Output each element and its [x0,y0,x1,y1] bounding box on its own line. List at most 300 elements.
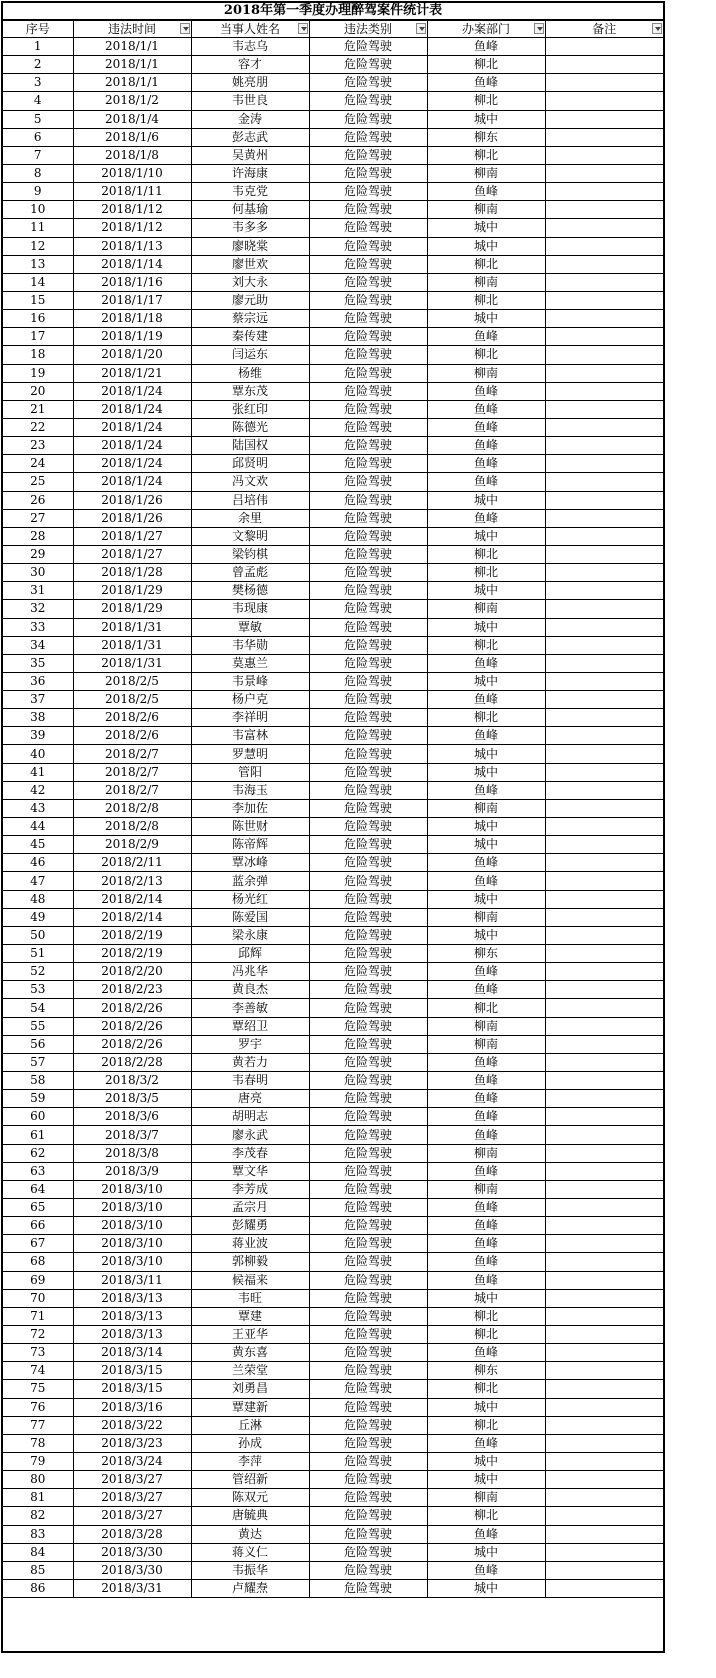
cell-remark[interactable] [545,1325,663,1343]
cell-name[interactable]: 冯文欢 [191,473,309,491]
cell-name[interactable]: 蒋业波 [191,1235,309,1253]
cell-category[interactable]: 危险驾驶 [309,328,427,346]
cell-category[interactable]: 危险驾驶 [309,400,427,418]
cell-date[interactable]: 2018/2/28 [73,1053,191,1071]
cell-remark[interactable] [545,491,663,509]
cell-category[interactable]: 危险驾驶 [309,999,427,1017]
cell-remark[interactable] [545,1289,663,1307]
cell-date[interactable]: 2018/3/30 [73,1543,191,1561]
cell-department[interactable]: 鱼峰 [427,727,545,745]
cell-remark[interactable] [545,237,663,255]
cell-department[interactable]: 城中 [427,926,545,944]
cell-remark[interactable] [545,328,663,346]
cell-date[interactable]: 2018/1/26 [73,491,191,509]
cell-seq[interactable]: 39 [3,727,73,745]
cell-name[interactable]: 何基瑜 [191,201,309,219]
cell-department[interactable]: 柳南 [427,1035,545,1053]
cell-category[interactable]: 危险驾驶 [309,781,427,799]
cell-name[interactable]: 韦现康 [191,600,309,618]
cell-name[interactable]: 罗慧明 [191,745,309,763]
cell-date[interactable]: 2018/3/10 [73,1180,191,1198]
cell-department[interactable]: 城中 [427,1471,545,1489]
cell-date[interactable]: 2018/3/27 [73,1471,191,1489]
cell-remark[interactable] [545,509,663,527]
cell-name[interactable]: 覃冰峰 [191,854,309,872]
cell-date[interactable]: 2018/3/9 [73,1162,191,1180]
cell-remark[interactable] [545,672,663,690]
cell-remark[interactable] [545,908,663,926]
cell-date[interactable]: 2018/3/22 [73,1416,191,1434]
cell-date[interactable]: 2018/1/24 [73,382,191,400]
cell-date[interactable]: 2018/2/7 [73,781,191,799]
cell-date[interactable]: 2018/3/2 [73,1072,191,1090]
cell-category[interactable]: 危险驾驶 [309,1144,427,1162]
cell-department[interactable]: 柳南 [427,273,545,291]
cell-name[interactable]: 李茂春 [191,1144,309,1162]
cell-seq[interactable]: 71 [3,1307,73,1325]
cell-date[interactable]: 2018/3/24 [73,1452,191,1470]
cell-seq[interactable]: 42 [3,781,73,799]
filter-dropdown-icon[interactable] [298,23,308,34]
cell-category[interactable]: 危险驾驶 [309,1035,427,1053]
cell-seq[interactable]: 27 [3,509,73,527]
cell-remark[interactable] [545,455,663,473]
cell-date[interactable]: 2018/2/6 [73,727,191,745]
cell-category[interactable]: 危险驾驶 [309,763,427,781]
cell-date[interactable]: 2018/2/9 [73,836,191,854]
cell-department[interactable]: 柳北 [427,1416,545,1434]
cell-remark[interactable] [545,146,663,164]
cell-seq[interactable]: 34 [3,636,73,654]
filter-dropdown-icon[interactable] [180,23,190,34]
cell-category[interactable]: 危险驾驶 [309,1416,427,1434]
cell-seq[interactable]: 56 [3,1035,73,1053]
cell-category[interactable]: 危险驾驶 [309,799,427,817]
cell-remark[interactable] [545,636,663,654]
cell-remark[interactable] [545,128,663,146]
cell-seq[interactable]: 58 [3,1072,73,1090]
cell-name[interactable]: 兰荣堂 [191,1362,309,1380]
cell-date[interactable]: 2018/2/14 [73,908,191,926]
cell-remark[interactable] [545,763,663,781]
cell-remark[interactable] [545,926,663,944]
cell-name[interactable]: 张红印 [191,400,309,418]
cell-category[interactable]: 危险驾驶 [309,418,427,436]
cell-date[interactable]: 2018/1/31 [73,636,191,654]
cell-name[interactable]: 李善敏 [191,999,309,1017]
cell-department[interactable]: 鱼峰 [427,781,545,799]
cell-seq[interactable]: 13 [3,255,73,273]
cell-date[interactable]: 2018/1/29 [73,582,191,600]
cell-seq[interactable]: 57 [3,1053,73,1071]
cell-department[interactable]: 柳北 [427,1307,545,1325]
cell-remark[interactable] [545,255,663,273]
cell-date[interactable]: 2018/3/23 [73,1434,191,1452]
cell-category[interactable]: 危险驾驶 [309,201,427,219]
cell-name[interactable]: 韦景峰 [191,672,309,690]
cell-category[interactable]: 危险驾驶 [309,1199,427,1217]
cell-category[interactable]: 危险驾驶 [309,1362,427,1380]
cell-name[interactable]: 蓝余弹 [191,872,309,890]
cell-category[interactable]: 危险驾驶 [309,1271,427,1289]
cell-remark[interactable] [545,1416,663,1434]
cell-remark[interactable] [545,1434,663,1452]
cell-remark[interactable] [545,600,663,618]
cell-category[interactable]: 危险驾驶 [309,981,427,999]
cell-department[interactable]: 柳北 [427,56,545,74]
cell-date[interactable]: 2018/3/10 [73,1253,191,1271]
cell-name[interactable]: 蔡宗远 [191,310,309,328]
cell-remark[interactable] [545,1344,663,1362]
cell-category[interactable]: 危险驾驶 [309,963,427,981]
cell-category[interactable]: 危险驾驶 [309,1543,427,1561]
cell-seq[interactable]: 77 [3,1416,73,1434]
cell-date[interactable]: 2018/2/26 [73,999,191,1017]
cell-department[interactable]: 柳东 [427,945,545,963]
cell-date[interactable]: 2018/3/15 [73,1362,191,1380]
cell-seq[interactable]: 4 [3,92,73,110]
cell-date[interactable]: 2018/3/14 [73,1344,191,1362]
cell-category[interactable]: 危险驾驶 [309,1344,427,1362]
cell-remark[interactable] [545,1253,663,1271]
cell-department[interactable]: 鱼峰 [427,872,545,890]
cell-date[interactable]: 2018/1/20 [73,346,191,364]
cell-category[interactable]: 危险驾驶 [309,1452,427,1470]
cell-department[interactable]: 鱼峰 [427,1434,545,1452]
cell-remark[interactable] [545,1199,663,1217]
cell-date[interactable]: 2018/1/12 [73,201,191,219]
cell-department[interactable]: 鱼峰 [427,1217,545,1235]
cell-seq[interactable]: 80 [3,1471,73,1489]
cell-date[interactable]: 2018/2/8 [73,799,191,817]
cell-department[interactable]: 鱼峰 [427,1072,545,1090]
cell-name[interactable]: 韦海玉 [191,781,309,799]
cell-date[interactable]: 2018/1/18 [73,310,191,328]
cell-name[interactable]: 陈双元 [191,1489,309,1507]
cell-date[interactable]: 2018/1/8 [73,146,191,164]
cell-category[interactable]: 危险驾驶 [309,455,427,473]
cell-remark[interactable] [545,564,663,582]
cell-date[interactable]: 2018/1/26 [73,509,191,527]
cell-name[interactable]: 秦传建 [191,328,309,346]
cell-date[interactable]: 2018/2/11 [73,854,191,872]
cell-name[interactable]: 梁永康 [191,926,309,944]
cell-seq[interactable]: 23 [3,437,73,455]
cell-seq[interactable]: 49 [3,908,73,926]
cell-category[interactable]: 危险驾驶 [309,128,427,146]
cell-name[interactable]: 胡明志 [191,1108,309,1126]
cell-remark[interactable] [545,201,663,219]
cell-name[interactable]: 李加佐 [191,799,309,817]
cell-date[interactable]: 2018/1/6 [73,128,191,146]
cell-category[interactable]: 危险驾驶 [309,890,427,908]
cell-category[interactable]: 危险驾驶 [309,836,427,854]
cell-remark[interactable] [545,854,663,872]
cell-seq[interactable]: 14 [3,273,73,291]
cell-department[interactable]: 鱼峰 [427,74,545,92]
cell-department[interactable]: 城中 [427,491,545,509]
cell-name[interactable]: 覃文华 [191,1162,309,1180]
cell-remark[interactable] [545,799,663,817]
cell-remark[interactable] [545,1579,663,1597]
cell-name[interactable]: 廖晓棠 [191,237,309,255]
cell-category[interactable]: 危险驾驶 [309,74,427,92]
cell-name[interactable]: 李芳成 [191,1180,309,1198]
cell-department[interactable]: 柳东 [427,1362,545,1380]
cell-remark[interactable] [545,1035,663,1053]
cell-date[interactable]: 2018/3/13 [73,1325,191,1343]
cell-date[interactable]: 2018/1/28 [73,564,191,582]
cell-category[interactable]: 危险驾驶 [309,1434,427,1452]
cell-remark[interactable] [545,1017,663,1035]
cell-remark[interactable] [545,1090,663,1108]
cell-date[interactable]: 2018/1/2 [73,92,191,110]
cell-date[interactable]: 2018/1/17 [73,291,191,309]
cell-remark[interactable] [545,1507,663,1525]
cell-date[interactable]: 2018/1/24 [73,473,191,491]
cell-name[interactable]: 覃绍卫 [191,1017,309,1035]
cell-name[interactable]: 候福来 [191,1271,309,1289]
cell-department[interactable]: 鱼峰 [427,854,545,872]
cell-date[interactable]: 2018/3/10 [73,1235,191,1253]
cell-category[interactable]: 危险驾驶 [309,1489,427,1507]
cell-category[interactable]: 危险驾驶 [309,709,427,727]
cell-name[interactable]: 黄若力 [191,1053,309,1071]
cell-category[interactable]: 危险驾驶 [309,1253,427,1271]
cell-date[interactable]: 2018/1/13 [73,237,191,255]
cell-category[interactable]: 危险驾驶 [309,691,427,709]
cell-remark[interactable] [545,582,663,600]
cell-date[interactable]: 2018/3/10 [73,1199,191,1217]
filter-dropdown-icon[interactable] [416,23,426,34]
cell-remark[interactable] [545,219,663,237]
cell-date[interactable]: 2018/1/12 [73,219,191,237]
cell-department[interactable]: 鱼峰 [427,1344,545,1362]
cell-seq[interactable]: 17 [3,328,73,346]
cell-date[interactable]: 2018/2/23 [73,981,191,999]
cell-category[interactable]: 危险驾驶 [309,745,427,763]
cell-category[interactable]: 危险驾驶 [309,346,427,364]
cell-seq[interactable]: 84 [3,1543,73,1561]
cell-date[interactable]: 2018/1/31 [73,618,191,636]
cell-name[interactable]: 覃建 [191,1307,309,1325]
cell-name[interactable]: 唐毓典 [191,1507,309,1525]
cell-name[interactable]: 韦旺 [191,1289,309,1307]
cell-name[interactable]: 金涛 [191,110,309,128]
cell-seq[interactable]: 86 [3,1579,73,1597]
cell-category[interactable]: 危险驾驶 [309,618,427,636]
cell-remark[interactable] [545,400,663,418]
cell-category[interactable]: 危险驾驶 [309,1289,427,1307]
cell-category[interactable]: 危险驾驶 [309,1217,427,1235]
cell-remark[interactable] [545,872,663,890]
cell-department[interactable]: 柳南 [427,164,545,182]
cell-date[interactable]: 2018/1/1 [73,74,191,92]
cell-category[interactable]: 危险驾驶 [309,545,427,563]
cell-seq[interactable]: 16 [3,310,73,328]
cell-remark[interactable] [545,691,663,709]
cell-category[interactable]: 危险驾驶 [309,1180,427,1198]
cell-name[interactable]: 陈爱国 [191,908,309,926]
cell-department[interactable]: 柳北 [427,346,545,364]
cell-category[interactable]: 危险驾驶 [309,437,427,455]
cell-department[interactable]: 城中 [427,890,545,908]
cell-seq[interactable]: 24 [3,455,73,473]
cell-name[interactable]: 覃建新 [191,1398,309,1416]
cell-seq[interactable]: 21 [3,400,73,418]
cell-remark[interactable] [545,291,663,309]
cell-department[interactable]: 鱼峰 [427,963,545,981]
cell-name[interactable]: 黄东喜 [191,1344,309,1362]
cell-name[interactable]: 管绍新 [191,1471,309,1489]
cell-remark[interactable] [545,1452,663,1470]
cell-category[interactable]: 危险驾驶 [309,1162,427,1180]
cell-name[interactable]: 韦华勋 [191,636,309,654]
cell-seq[interactable]: 45 [3,836,73,854]
cell-remark[interactable] [545,618,663,636]
cell-department[interactable]: 鱼峰 [427,1090,545,1108]
cell-department[interactable]: 鱼峰 [427,328,545,346]
cell-name[interactable]: 余里 [191,509,309,527]
cell-remark[interactable] [545,56,663,74]
cell-name[interactable]: 丘淋 [191,1416,309,1434]
cell-department[interactable]: 城中 [427,310,545,328]
cell-date[interactable]: 2018/2/26 [73,1035,191,1053]
cell-seq[interactable]: 8 [3,164,73,182]
cell-remark[interactable] [545,364,663,382]
cell-remark[interactable] [545,1543,663,1561]
cell-date[interactable]: 2018/1/14 [73,255,191,273]
cell-department[interactable]: 柳南 [427,600,545,618]
cell-name[interactable]: 邱辉 [191,945,309,963]
cell-department[interactable]: 柳北 [427,1325,545,1343]
cell-department[interactable]: 城中 [427,1579,545,1597]
cell-seq[interactable]: 72 [3,1325,73,1343]
cell-seq[interactable]: 35 [3,654,73,672]
cell-name[interactable]: 杨维 [191,364,309,382]
cell-name[interactable]: 郭柳毅 [191,1253,309,1271]
cell-remark[interactable] [545,1144,663,1162]
cell-name[interactable]: 韦春明 [191,1072,309,1090]
cell-category[interactable]: 危险驾驶 [309,1398,427,1416]
cell-remark[interactable] [545,1162,663,1180]
cell-name[interactable]: 覃敏 [191,618,309,636]
cell-department[interactable]: 城中 [427,618,545,636]
cell-remark[interactable] [545,273,663,291]
cell-name[interactable]: 许海康 [191,164,309,182]
cell-category[interactable]: 危险驾驶 [309,600,427,618]
cell-date[interactable]: 2018/2/20 [73,963,191,981]
cell-name[interactable]: 罗宇 [191,1035,309,1053]
cell-date[interactable]: 2018/2/19 [73,926,191,944]
cell-seq[interactable]: 61 [3,1126,73,1144]
cell-seq[interactable]: 11 [3,219,73,237]
cell-department[interactable]: 鱼峰 [427,1126,545,1144]
cell-name[interactable]: 韦世良 [191,92,309,110]
cell-seq[interactable]: 41 [3,763,73,781]
cell-category[interactable]: 危险驾驶 [309,219,427,237]
cell-category[interactable]: 危险驾驶 [309,1579,427,1597]
cell-category[interactable]: 危险驾驶 [309,1108,427,1126]
cell-department[interactable]: 城中 [427,1543,545,1561]
cell-name[interactable]: 蒋义仁 [191,1543,309,1561]
cell-remark[interactable] [545,92,663,110]
cell-category[interactable]: 危险驾驶 [309,527,427,545]
cell-seq[interactable]: 36 [3,672,73,690]
cell-remark[interactable] [545,818,663,836]
cell-category[interactable]: 危险驾驶 [309,1053,427,1071]
cell-seq[interactable]: 28 [3,527,73,545]
cell-category[interactable]: 危险驾驶 [309,1507,427,1525]
cell-remark[interactable] [545,836,663,854]
cell-seq[interactable]: 43 [3,799,73,817]
cell-category[interactable]: 危险驾驶 [309,183,427,201]
cell-date[interactable]: 2018/2/7 [73,763,191,781]
cell-category[interactable]: 危险驾驶 [309,1307,427,1325]
cell-seq[interactable]: 9 [3,183,73,201]
cell-seq[interactable]: 40 [3,745,73,763]
cell-remark[interactable] [545,1561,663,1579]
cell-department[interactable]: 鱼峰 [427,981,545,999]
cell-name[interactable]: 陈德光 [191,418,309,436]
cell-seq[interactable]: 52 [3,963,73,981]
cell-date[interactable]: 2018/2/7 [73,745,191,763]
cell-seq[interactable]: 59 [3,1090,73,1108]
cell-department[interactable]: 城中 [427,110,545,128]
cell-department[interactable]: 柳南 [427,201,545,219]
cell-department[interactable]: 城中 [427,672,545,690]
cell-department[interactable]: 鱼峰 [427,455,545,473]
cell-name[interactable]: 韦富林 [191,727,309,745]
filter-dropdown-icon[interactable] [534,23,544,34]
cell-seq[interactable]: 74 [3,1362,73,1380]
cell-seq[interactable]: 47 [3,872,73,890]
cell-remark[interactable] [545,1126,663,1144]
cell-name[interactable]: 吕培伟 [191,491,309,509]
cell-name[interactable]: 樊杨德 [191,582,309,600]
cell-seq[interactable]: 53 [3,981,73,999]
cell-date[interactable]: 2018/1/27 [73,545,191,563]
cell-name[interactable]: 李祥明 [191,709,309,727]
cell-seq[interactable]: 15 [3,291,73,309]
cell-department[interactable]: 柳北 [427,92,545,110]
cell-date[interactable]: 2018/2/26 [73,1017,191,1035]
cell-department[interactable]: 柳南 [427,1489,545,1507]
cell-seq[interactable]: 30 [3,564,73,582]
cell-category[interactable]: 危险驾驶 [309,818,427,836]
cell-name[interactable]: 陈世财 [191,818,309,836]
cell-category[interactable]: 危险驾驶 [309,727,427,745]
cell-seq[interactable]: 22 [3,418,73,436]
cell-category[interactable]: 危险驾驶 [309,872,427,890]
cell-category[interactable]: 危险驾驶 [309,1090,427,1108]
cell-date[interactable]: 2018/3/10 [73,1217,191,1235]
cell-date[interactable]: 2018/3/28 [73,1525,191,1543]
cell-department[interactable]: 鱼峰 [427,1162,545,1180]
cell-seq[interactable]: 79 [3,1452,73,1470]
cell-department[interactable]: 柳南 [427,364,545,382]
cell-seq[interactable]: 68 [3,1253,73,1271]
cell-seq[interactable]: 51 [3,945,73,963]
cell-department[interactable]: 鱼峰 [427,418,545,436]
cell-remark[interactable] [545,1072,663,1090]
cell-remark[interactable] [545,1108,663,1126]
cell-seq[interactable]: 75 [3,1380,73,1398]
cell-date[interactable]: 2018/1/24 [73,418,191,436]
cell-department[interactable]: 城中 [427,818,545,836]
cell-department[interactable]: 柳南 [427,1144,545,1162]
cell-remark[interactable] [545,709,663,727]
